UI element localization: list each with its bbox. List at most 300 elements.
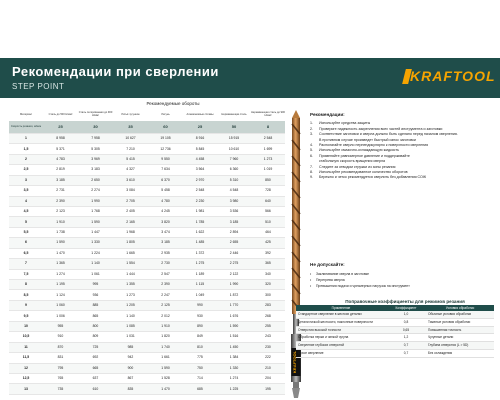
rpm-cell: 1 665: [113, 248, 148, 258]
diameter-cell: 2,5: [9, 165, 43, 175]
rpm-cell: 2 274: [78, 186, 113, 196]
rpm-cell: 849: [183, 332, 217, 342]
rpm-cell: 1 447: [78, 227, 113, 237]
diameter-cell: 5,5: [9, 227, 43, 237]
rpm-cell: 2 894: [217, 227, 251, 237]
rpm-cell: 1 470: [43, 248, 78, 258]
rpm-cell: 1 470: [148, 384, 183, 395]
cutting-speed-cell: 25: [183, 121, 217, 133]
table-row: [9, 269, 285, 279]
rpm-cell: 3 084: [113, 186, 148, 196]
application-cell: Сверление глубоких отверстий: [296, 342, 386, 350]
rpm-cell: 728: [251, 186, 285, 196]
rpm-cell: 566: [251, 206, 285, 216]
table-row: [9, 154, 285, 164]
rpm-cell: 392: [251, 248, 285, 258]
rpm-cell: 7 634: [148, 165, 183, 175]
table-row: [9, 332, 285, 342]
item-text: Используйте смазочно-охлаждающую жидкость: [319, 148, 400, 153]
rpm-cell: 10 627: [113, 133, 148, 143]
diameter-cell: 6,5: [9, 248, 43, 258]
diameter-cell: 1,5: [9, 144, 43, 154]
rpm-cell: 10 610: [217, 144, 251, 154]
drill-speed-table: [9, 107, 285, 395]
rpm-cell: 1 140: [113, 311, 148, 321]
svg-text:KRAFTOOL: KRAFTOOL: [292, 350, 297, 374]
rpm-cell: 1 124: [43, 290, 78, 300]
rpm-cell: 268: [251, 311, 285, 321]
drill-col-header: Литьё чугунное: [121, 112, 140, 116]
rpm-cell: 1 485: [183, 238, 217, 248]
rpm-cell: 3 980: [217, 196, 251, 206]
condition-cell: Тяжелые условия обработки: [426, 318, 494, 326]
rpm-cell: 320: [251, 280, 285, 290]
rpm-cell: 464: [251, 227, 285, 237]
rpm-cell: 1 676: [217, 311, 251, 321]
rpm-cell: 255: [251, 321, 285, 331]
rpm-cell: 1 444: [113, 269, 148, 279]
bullet-icon: •: [310, 284, 312, 288]
recommendations-list: [310, 121, 496, 180]
rpm-cell: 1 275: [183, 259, 217, 269]
cutting-speed-label: Скорость резания, м/мин: [9, 121, 43, 133]
item-text: Превышения подачи и чрезмерных нагрузок на инструмент: [316, 284, 410, 288]
rpm-cell: 7 958: [78, 133, 113, 143]
table-row: [9, 206, 285, 216]
rpm-cell: 1 060: [43, 300, 78, 310]
table-row: [9, 248, 285, 258]
rpm-cell: 3 820: [148, 217, 183, 227]
coefficient-cell: 0,7: [386, 349, 426, 357]
rpm-cell: 2 548: [183, 186, 217, 196]
table-row: [9, 300, 285, 310]
table-row: [296, 342, 494, 350]
rpm-cell: 1 274: [217, 373, 251, 383]
diameter-cell: 11: [9, 342, 43, 352]
drill-col-header: Алюминиевые сплавы: [186, 112, 214, 116]
item-text: Следите за отводом стружки из зоны резания: [319, 164, 396, 169]
application-cell: Обработка нержи и чипкой чугуна: [296, 334, 386, 342]
coefficient-cell: 1,0: [386, 311, 426, 318]
drill-col-header: Сталь легированная до 900 Н/мм²: [78, 111, 113, 117]
drill-table-container: [9, 107, 285, 395]
rpm-cell: 1 770: [217, 300, 251, 310]
diameter-cell: 1: [9, 133, 43, 143]
rpm-cell: 1 740: [148, 342, 183, 352]
rpm-cell: 936: [78, 290, 113, 300]
rpm-cell: 800: [78, 321, 113, 331]
diameter-cell: 2: [9, 154, 43, 164]
rpm-cell: 1 768: [78, 206, 113, 216]
correction-col-header: Применение: [296, 305, 386, 311]
rpm-cell: 2 122: [217, 269, 251, 279]
rpm-cell: 714: [183, 373, 217, 383]
rpm-cell: 4 458: [183, 154, 217, 164]
table-row: [9, 321, 285, 331]
rpm-cell: 1 820: [148, 332, 183, 342]
correction-col-header: Условия обработки: [426, 305, 494, 311]
rpm-cell: 685: [183, 384, 217, 395]
rpm-cell: 8 958: [43, 133, 78, 143]
rpm-cell: 5 310: [217, 175, 251, 185]
rpm-cell: 1 528: [148, 373, 183, 383]
diameter-cell: 8: [9, 280, 43, 290]
drill-col-header: Латунь: [161, 112, 170, 116]
item-text: Соответствие заготовки и сверла должно быть сделано перед началом сверления.: [319, 132, 458, 137]
rpm-cell: 2 123: [43, 206, 78, 216]
rpm-cell: 2 012: [148, 311, 183, 321]
condition-cell: Глубина отверстия (L > 5D): [426, 342, 494, 350]
condition-cell: Чугунные детали: [426, 334, 494, 342]
rpm-cell: 4 780: [148, 196, 183, 206]
rpm-cell: 1 785: [183, 217, 217, 227]
rpm-cell: 1 019: [251, 165, 285, 175]
rpm-cell: 2 405: [113, 206, 148, 216]
diameter-cell: 8,5: [9, 290, 43, 300]
rpm-cell: 1 872: [217, 290, 251, 300]
item-text: Заклинивание сверла в заготовке: [316, 272, 370, 276]
rpm-cell: 692: [78, 353, 113, 363]
rpm-cell: 985: [113, 342, 148, 352]
rpm-cell: 2 390: [148, 280, 183, 290]
item-text: В противном случае произведет быстрый износ заготовки: [319, 137, 416, 142]
table-row: [9, 259, 285, 269]
rpm-cell: 2 446: [217, 248, 251, 258]
rpm-cell: 1 384: [217, 353, 251, 363]
rpm-cell: 1 990: [217, 280, 251, 290]
rpm-cell: 3 185: [43, 175, 78, 185]
rpm-cell: 1 699: [251, 144, 285, 154]
rpm-cell: 2 547: [148, 269, 183, 279]
correction-table-body: [296, 311, 494, 357]
item-text: Бережно и четко рекомендуется сверлить без добавления СОЖ: [319, 175, 427, 180]
rpm-cell: 1 085: [113, 321, 148, 331]
diameter-cell: 10,5: [9, 332, 43, 342]
diameter-cell: 9: [9, 300, 43, 310]
rpm-cell: 1 590: [217, 321, 251, 331]
rpm-cell: 1 274: [43, 269, 78, 279]
diameter-cell: 6: [9, 238, 43, 248]
prohibitions-title: Не допускайте:: [310, 262, 345, 267]
application-cell: Детали низкой жесткости, наклонные поверхности: [296, 318, 386, 326]
rpm-cell: 3 536: [217, 206, 251, 216]
rpm-cell: 5 458: [148, 186, 183, 196]
rpm-cell: 1 590: [43, 238, 78, 248]
drill-table-caption: Рекомендуемые обороты: [146, 101, 200, 106]
rpm-cell: 1 224: [78, 248, 113, 258]
rpm-cell: 1 189: [183, 269, 217, 279]
application-cell: Сухое сверление: [296, 349, 386, 357]
item-text: Проверьте надежность закрепления всех частей инструмента и заготовки: [319, 126, 443, 131]
rpm-cell: 942: [113, 353, 148, 363]
logo-text: KRAFTOOL: [410, 68, 496, 84]
rpm-cell: 8 916: [183, 133, 217, 143]
recommendations-title: Рекомендации:: [310, 112, 345, 117]
table-row: [296, 318, 494, 326]
diameter-cell: 10: [9, 321, 43, 331]
condition-cell: Без охлаждения: [426, 349, 494, 357]
rpm-cell: 810: [183, 342, 217, 352]
rpm-cell: 865: [78, 311, 113, 321]
rpm-cell: 1 225: [217, 384, 251, 395]
drill-col-header: Нержавеющая сталь до 900 Н/мм²: [251, 111, 285, 117]
table-row: [296, 334, 494, 342]
correction-col-header: Коэффициент: [386, 305, 426, 311]
rpm-cell: 1 981: [183, 206, 217, 216]
rpm-cell: 1 273: [251, 154, 285, 164]
rpm-cell: 1 205: [113, 300, 148, 310]
rpm-cell: 1 554: [113, 259, 148, 269]
correction-table: [296, 305, 494, 358]
table-row: [296, 349, 494, 357]
rpm-cell: 750: [183, 363, 217, 373]
table-row: [9, 342, 285, 352]
rpm-cell: 867: [113, 373, 148, 383]
item-number: 3.: [310, 132, 313, 137]
rpm-cell: 340: [251, 269, 285, 279]
rpm-cell: 990: [183, 300, 217, 310]
drill-table-body: [9, 121, 285, 395]
table-row: [9, 311, 285, 321]
condition-cell: Обычные условия обработки: [426, 311, 494, 318]
rpm-cell: 4 327: [113, 165, 148, 175]
rpm-cell: 1 990: [78, 196, 113, 206]
bullet-icon: •: [310, 272, 312, 276]
rpm-cell: 1 355: [113, 280, 148, 290]
cutting-speed-cell: 8: [251, 121, 285, 133]
rpm-cell: 12 736: [148, 144, 183, 154]
rpm-cell: 300: [251, 290, 285, 300]
recommendations-panel: [310, 112, 496, 181]
rpm-cell: 765: [43, 373, 78, 383]
rpm-cell: 870: [43, 342, 78, 352]
item-number: 7.: [310, 164, 313, 169]
rpm-cell: 1 805: [113, 238, 148, 248]
rpm-cell: 1 661: [148, 353, 183, 363]
rpm-cell: 910: [43, 332, 78, 342]
table-row: [296, 326, 494, 334]
diameter-cell: 12: [9, 363, 43, 373]
rpm-cell: 2 970: [183, 175, 217, 185]
rpm-cell: 2 390: [43, 196, 78, 206]
rpm-cell: 15 915: [217, 133, 251, 143]
table-row: [9, 186, 285, 196]
item-number: 5.: [310, 148, 313, 153]
item-number: 6.: [310, 153, 313, 158]
item-text: Используйте средства защиты: [319, 121, 371, 126]
table-row: [9, 133, 285, 143]
rpm-cell: 7 210: [113, 144, 148, 154]
bullet-icon: •: [310, 278, 312, 282]
page-title: Рекомендации при сверлении: [12, 64, 219, 79]
rpm-cell: 831: [43, 353, 78, 363]
drill-col-header: Сталь до 500 Н/мм²: [48, 112, 73, 116]
rpm-cell: 3 969: [78, 154, 113, 164]
rpm-cell: 809: [78, 332, 113, 342]
item-number: 1.: [310, 121, 313, 126]
rpm-cell: 204: [251, 373, 285, 383]
rpm-cell: 1 115: [183, 280, 217, 290]
rpm-cell: 1 622: [183, 227, 217, 237]
rpm-cell: 955: [43, 321, 78, 331]
cutting-speed-cell: 60: [148, 121, 183, 133]
item-text: Применяйте равномерное давление и поддерживайте: [319, 153, 410, 158]
rpm-cell: 1 968: [113, 227, 148, 237]
cutting-speed-cell: 50: [217, 121, 251, 133]
rpm-cell: 283: [251, 300, 285, 310]
list-item: [310, 175, 496, 180]
list-item: [310, 283, 496, 289]
correction-table-title: Поправочные коэффициенты для режимов резания: [345, 299, 465, 304]
rpm-cell: 1 590: [78, 217, 113, 227]
rpm-cell: 637: [78, 373, 113, 383]
diameter-cell: 13: [9, 384, 43, 395]
rpm-cell: 835: [113, 384, 148, 395]
diameter-cell: 3,5: [9, 186, 43, 196]
table-row: [9, 144, 285, 154]
rpm-cell: 195: [251, 384, 285, 395]
diameter-cell: 7,5: [9, 269, 43, 279]
condition-cell: Повышенная точность: [426, 326, 494, 334]
application-cell: Отверстия высокой точности: [296, 326, 386, 334]
rpm-cell: 3 474: [148, 227, 183, 237]
item-number: 2.: [310, 126, 313, 131]
rpm-cell: 19 105: [148, 133, 183, 143]
rpm-cell: 1 910: [148, 321, 183, 331]
rpm-cell: 3 183: [78, 165, 113, 175]
drill-col-header: Нержавеющая сталь: [221, 112, 247, 116]
table-row: [9, 373, 285, 383]
rpm-cell: 1 330: [78, 238, 113, 248]
rpm-cell: 900: [113, 363, 148, 373]
diameter-cell: 11,5: [9, 353, 43, 363]
rpm-cell: 1 516: [217, 332, 251, 342]
rpm-cell: 1 195: [43, 280, 78, 290]
brand-logo: [404, 67, 496, 87]
rpm-cell: 2 650: [78, 175, 113, 185]
table-row: [9, 353, 285, 363]
rpm-cell: 4 548: [217, 186, 251, 196]
application-cell: Стандартное сверление в жестких деталях: [296, 311, 386, 318]
rpm-cell: 510: [251, 217, 285, 227]
rpm-cell: 2 935: [148, 248, 183, 258]
rpm-cell: 3 610: [113, 175, 148, 185]
rpm-cell: 3 185: [148, 238, 183, 248]
table-row: [9, 175, 285, 185]
rpm-cell: 5 371: [43, 144, 78, 154]
table-row: [9, 217, 285, 227]
rpm-cell: 243: [251, 332, 285, 342]
rpm-cell: 2 548: [251, 133, 285, 143]
table-row: [9, 363, 285, 373]
rpm-cell: 775: [183, 353, 217, 363]
item-number: 8.: [310, 170, 313, 175]
rpm-cell: 6 370: [148, 175, 183, 185]
rpm-cell: 850: [251, 175, 285, 185]
rpm-cell: 725: [78, 342, 113, 352]
rpm-cell: 1 006: [43, 311, 78, 321]
rpm-cell: 665: [78, 363, 113, 373]
correction-table-container: [296, 305, 494, 358]
diameter-cell: 3: [9, 175, 43, 185]
item-text: Располагайте сверло перпендикулярно к поверхности сверления: [319, 143, 429, 148]
rpm-cell: 2 165: [113, 217, 148, 227]
rpm-cell: 1 910: [43, 217, 78, 227]
rpm-cell: 885: [78, 300, 113, 310]
diameter-cell: 5: [9, 217, 43, 227]
item-text: Используйте рекомендованное количество оборотов: [319, 170, 408, 175]
cutting-speed-cell: 35: [113, 121, 148, 133]
coefficient-cell: 0,65: [386, 326, 426, 334]
rpm-cell: 2 655: [217, 238, 251, 248]
rpm-cell: 222: [251, 353, 285, 363]
rpm-cell: 995: [78, 280, 113, 290]
rpm-cell: 640: [251, 196, 285, 206]
rpm-cell: 7 960: [217, 154, 251, 164]
diameter-cell: 9,5: [9, 311, 43, 321]
rpm-cell: 1 140: [78, 259, 113, 269]
rpm-cell: 1 031: [113, 332, 148, 342]
rpm-cell: 890: [183, 321, 217, 331]
drill-table-header-row: [9, 107, 285, 121]
coefficient-cell: 0,7: [386, 342, 426, 350]
diameter-cell: 12,5: [9, 373, 43, 383]
rpm-cell: 1 330: [217, 363, 251, 373]
rpm-cell: 610: [78, 384, 113, 395]
table-row: [9, 290, 285, 300]
rpm-cell: 2 247: [148, 290, 183, 300]
rpm-cell: 2 705: [113, 196, 148, 206]
cutting-speed-row: [9, 121, 285, 133]
table-row: [296, 311, 494, 318]
page-subtitle: STEP POINT: [12, 82, 65, 91]
cutting-speed-cell: 30: [78, 121, 113, 133]
rpm-cell: 5 415: [113, 154, 148, 164]
rpm-cell: 1 372: [183, 248, 217, 258]
coefficient-cell: 0,8: [386, 318, 426, 326]
diameter-cell: 7: [9, 259, 43, 269]
rpm-cell: 930: [183, 311, 217, 321]
table-row: [9, 227, 285, 237]
item-text: стабильную скорость вращения сверла: [319, 159, 386, 164]
table-row: [9, 238, 285, 248]
item-text: Перегрева сверла: [316, 278, 345, 282]
rpm-cell: 2 125: [148, 300, 183, 310]
table-row: [9, 280, 285, 290]
rpm-cell: 1 738: [43, 227, 78, 237]
cutting-speed-cell: 25: [43, 121, 78, 133]
rpm-cell: 6 360: [217, 165, 251, 175]
prohibitions-list: [310, 271, 496, 289]
drill-col-header: Материал: [19, 112, 33, 116]
table-row: [9, 165, 285, 175]
diameter-cell: 4,5: [9, 206, 43, 216]
rpm-cell: 1 450: [217, 342, 251, 352]
rpm-cell: 230: [251, 342, 285, 352]
rpm-cell: 4 245: [148, 206, 183, 216]
item-number: 9.: [310, 175, 313, 180]
rpm-cell: 2 230: [183, 196, 217, 206]
rpm-cell: 210: [251, 363, 285, 373]
rpm-cell: 3 564: [183, 165, 217, 175]
item-number: 4.: [310, 143, 313, 148]
rpm-cell: 5 305: [78, 144, 113, 154]
diameter-cell: 4: [9, 196, 43, 206]
rpm-cell: 1 273: [113, 290, 148, 300]
rpm-cell: 735: [43, 384, 78, 395]
rpm-cell: 1 590: [148, 363, 183, 373]
rpm-cell: 1 049: [183, 290, 217, 300]
